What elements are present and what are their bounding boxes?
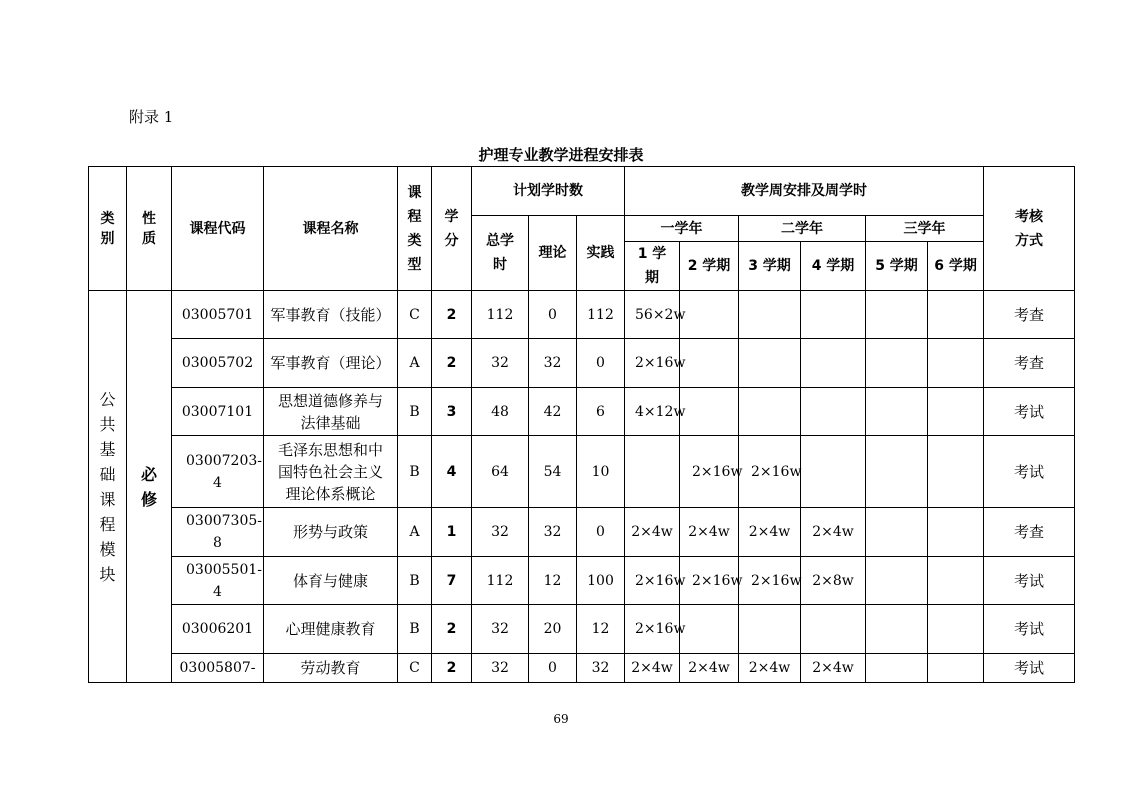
course-type: B bbox=[398, 388, 432, 436]
course-credit: 4 bbox=[432, 436, 472, 508]
table-row bbox=[89, 339, 1075, 388]
semester-1-cell: 56×2w bbox=[625, 291, 680, 339]
assessment-cell: 考试 bbox=[984, 557, 1075, 605]
total-hours: 32 bbox=[472, 508, 529, 557]
practice-hours: 6 bbox=[577, 388, 625, 436]
course-name: 体育与健康 bbox=[264, 557, 398, 605]
assessment-cell: 考试 bbox=[984, 436, 1075, 508]
course-credit: 2 bbox=[432, 339, 472, 388]
theory-hours: 20 bbox=[529, 605, 577, 654]
header-semester-4: 4 学期 bbox=[801, 242, 866, 291]
theory-hours: 32 bbox=[529, 508, 577, 557]
total-hours: 32 bbox=[472, 339, 529, 388]
appendix-label: 附录 1 bbox=[129, 108, 174, 126]
assessment-cell: 考试 bbox=[984, 605, 1075, 654]
semester-4-cell: 2×4w bbox=[801, 654, 866, 683]
assessment-cell: 考试 bbox=[984, 388, 1075, 436]
practice-hours: 0 bbox=[577, 508, 625, 557]
table-title: 护理专业教学进程安排表 bbox=[478, 146, 644, 164]
semester-1-cell: 4×12w bbox=[625, 388, 680, 436]
course-code: 03005702 bbox=[172, 339, 264, 388]
header-assessment: 考核方式 bbox=[984, 167, 1075, 291]
course-code: 03007305-8 bbox=[172, 508, 264, 557]
table-row bbox=[89, 557, 1075, 605]
semester-2-cell: 2×4w bbox=[680, 508, 739, 557]
total-hours: 112 bbox=[472, 291, 529, 339]
nature-cell: 必修 bbox=[127, 291, 172, 683]
semester-3-cell bbox=[739, 291, 801, 339]
course-name: 心理健康教育 bbox=[264, 605, 398, 654]
semester-3-cell: 2×4w bbox=[739, 508, 801, 557]
semester-6-cell bbox=[928, 291, 984, 339]
course-name: 毛泽东思想和中国特色社会主义理论体系概论 bbox=[264, 436, 398, 508]
theory-hours: 12 bbox=[529, 557, 577, 605]
semester-2-cell: 2×16w bbox=[680, 557, 739, 605]
course-type: B bbox=[398, 436, 432, 508]
semester-6-cell bbox=[928, 654, 984, 683]
semester-6-cell bbox=[928, 557, 984, 605]
semester-4-cell bbox=[801, 291, 866, 339]
semester-2-cell bbox=[680, 388, 739, 436]
semester-3-cell bbox=[739, 339, 801, 388]
course-credit: 1 bbox=[432, 508, 472, 557]
course-name: 思想道德修养与法律基础 bbox=[264, 388, 398, 436]
semester-6-cell bbox=[928, 508, 984, 557]
header-semester-1: 1 学期 bbox=[625, 242, 680, 291]
semester-1-cell: 2×16w bbox=[625, 339, 680, 388]
header-planned-hours: 计划学时数 bbox=[472, 167, 625, 216]
semester-1-cell: 2×16w bbox=[625, 557, 680, 605]
practice-hours: 32 bbox=[577, 654, 625, 683]
semester-4-cell bbox=[801, 436, 866, 508]
course-name: 军事教育（理论） bbox=[264, 339, 398, 388]
theory-hours: 0 bbox=[529, 291, 577, 339]
course-name: 劳动教育 bbox=[264, 654, 398, 683]
practice-hours: 100 bbox=[577, 557, 625, 605]
header-name: 课程名称 bbox=[264, 167, 398, 291]
page-number: 69 bbox=[553, 712, 569, 726]
semester-4-cell bbox=[801, 605, 866, 654]
semester-5-cell bbox=[866, 605, 928, 654]
total-hours: 112 bbox=[472, 557, 529, 605]
header-semester-2: 2 学期 bbox=[680, 242, 739, 291]
semester-4-cell bbox=[801, 388, 866, 436]
header-theory: 理论 bbox=[529, 216, 577, 291]
semester-5-cell bbox=[866, 291, 928, 339]
table-row bbox=[89, 388, 1075, 436]
course-name: 形势与政策 bbox=[264, 508, 398, 557]
theory-hours: 32 bbox=[529, 339, 577, 388]
semester-3-cell: 2×4w bbox=[739, 654, 801, 683]
header-practice: 实践 bbox=[577, 216, 625, 291]
course-code: 03007101 bbox=[172, 388, 264, 436]
theory-hours: 42 bbox=[529, 388, 577, 436]
semester-3-cell bbox=[739, 605, 801, 654]
assessment-cell: 考试 bbox=[984, 654, 1075, 683]
table-row bbox=[89, 436, 1075, 508]
table-row bbox=[89, 508, 1075, 557]
course-code: 03006201 bbox=[172, 605, 264, 654]
course-type: A bbox=[398, 339, 432, 388]
semester-1-cell: 2×4w bbox=[625, 508, 680, 557]
semester-5-cell bbox=[866, 557, 928, 605]
course-code: 03005701 bbox=[172, 291, 264, 339]
course-type: A bbox=[398, 508, 432, 557]
semester-2-cell bbox=[680, 339, 739, 388]
semester-5-cell bbox=[866, 508, 928, 557]
table-row bbox=[89, 291, 1075, 339]
semester-4-cell: 2×8w bbox=[801, 557, 866, 605]
assessment-cell: 考查 bbox=[984, 339, 1075, 388]
course-code: 03007203-4 bbox=[172, 436, 264, 508]
semester-2-cell bbox=[680, 605, 739, 654]
total-hours: 48 bbox=[472, 388, 529, 436]
semester-6-cell bbox=[928, 339, 984, 388]
total-hours: 32 bbox=[472, 654, 529, 683]
header-year-3: 三学年 bbox=[866, 216, 984, 242]
practice-hours: 0 bbox=[577, 339, 625, 388]
semester-2-cell: 2×16w bbox=[680, 436, 739, 508]
semester-2-cell: 2×4w bbox=[680, 654, 739, 683]
practice-hours: 10 bbox=[577, 436, 625, 508]
assessment-cell: 考查 bbox=[984, 508, 1075, 557]
total-hours: 64 bbox=[472, 436, 529, 508]
semester-1-cell: 2×4w bbox=[625, 654, 680, 683]
theory-hours: 54 bbox=[529, 436, 577, 508]
course-credit: 2 bbox=[432, 291, 472, 339]
course-type: C bbox=[398, 654, 432, 683]
course-code: 03005807- bbox=[172, 654, 264, 683]
practice-hours: 112 bbox=[577, 291, 625, 339]
semester-3-cell: 2×16w bbox=[739, 557, 801, 605]
header-type: 课程类型 bbox=[398, 167, 432, 291]
header-semester-6: 6 学期 bbox=[928, 242, 984, 291]
header-category: 类别 bbox=[89, 167, 127, 291]
header-credit: 学分 bbox=[432, 167, 472, 291]
semester-5-cell bbox=[866, 654, 928, 683]
table-row bbox=[89, 605, 1075, 654]
teaching-plan-table bbox=[88, 166, 1075, 683]
header-semester-5: 5 学期 bbox=[866, 242, 928, 291]
total-hours: 32 bbox=[472, 605, 529, 654]
header-year-1: 一学年 bbox=[625, 216, 739, 242]
semester-4-cell bbox=[801, 339, 866, 388]
course-name: 军事教育（技能） bbox=[264, 291, 398, 339]
semester-6-cell bbox=[928, 388, 984, 436]
semester-5-cell bbox=[866, 388, 928, 436]
semester-4-cell: 2×4w bbox=[801, 508, 866, 557]
header-nature: 性质 bbox=[127, 167, 172, 291]
semester-6-cell bbox=[928, 436, 984, 508]
header-weekly: 教学周安排及周学时 bbox=[625, 167, 984, 216]
course-type: C bbox=[398, 291, 432, 339]
course-credit: 2 bbox=[432, 654, 472, 683]
semester-1-cell: 2×16w bbox=[625, 605, 680, 654]
header-total-hours: 总学时 bbox=[472, 216, 529, 291]
course-credit: 2 bbox=[432, 605, 472, 654]
header-year-2: 二学年 bbox=[739, 216, 866, 242]
semester-5-cell bbox=[866, 436, 928, 508]
semester-2-cell bbox=[680, 291, 739, 339]
semester-5-cell bbox=[866, 339, 928, 388]
practice-hours: 12 bbox=[577, 605, 625, 654]
course-credit: 3 bbox=[432, 388, 472, 436]
semester-3-cell bbox=[739, 388, 801, 436]
course-credit: 7 bbox=[432, 557, 472, 605]
assessment-cell: 考查 bbox=[984, 291, 1075, 339]
table-row bbox=[89, 654, 1075, 683]
course-type: B bbox=[398, 605, 432, 654]
theory-hours: 0 bbox=[529, 654, 577, 683]
category-cell: 公共基础课程模块 bbox=[89, 291, 127, 683]
course-type: B bbox=[398, 557, 432, 605]
semester-6-cell bbox=[928, 605, 984, 654]
semester-3-cell: 2×16w bbox=[739, 436, 801, 508]
course-code: 03005501-4 bbox=[172, 557, 264, 605]
header-code: 课程代码 bbox=[172, 167, 264, 291]
semester-1-cell bbox=[625, 436, 680, 508]
header-semester-3: 3 学期 bbox=[739, 242, 801, 291]
